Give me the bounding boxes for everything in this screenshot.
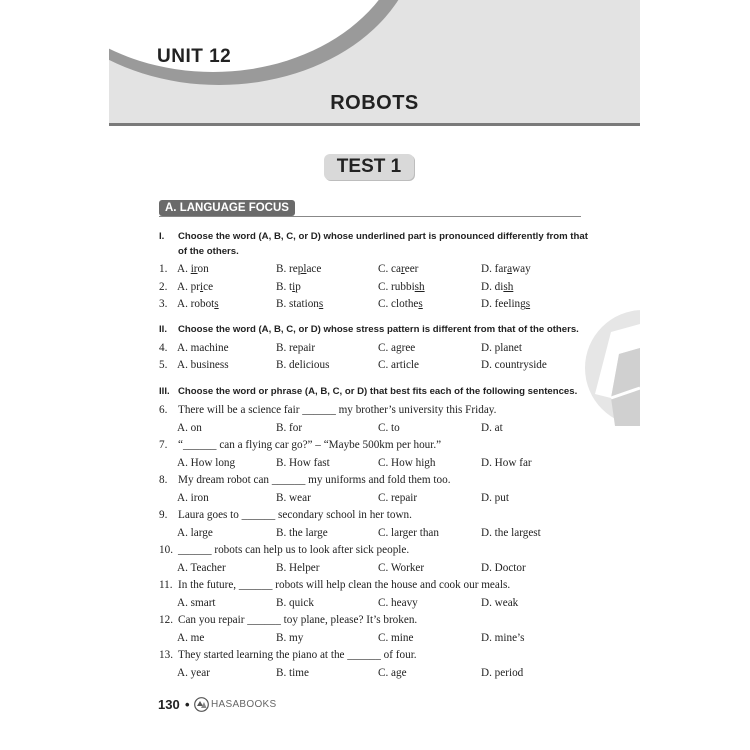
option-c[interactable]: C. larger than [378,526,439,539]
underlined-part: a [507,263,513,275]
word-start: A. pr [177,281,200,293]
option-b[interactable]: B. my [276,631,304,644]
instruction-text: Choose the word (A, B, C, or D) whose underlined part is pronounced differently from that of the others. [178,231,588,257]
underlined-part: s [318,298,324,310]
option-a[interactable]: A. on [177,421,202,434]
option-d[interactable] [481,298,530,310]
instruction-number: III. [159,386,170,397]
word-end: ace [306,263,322,275]
unit-label: UNIT 12 [157,46,232,67]
question-text: Laura goes to ______ secondary school in her town. [178,509,412,521]
option-c[interactable]: C. Worker [378,561,425,574]
underlined-part: pl [297,263,307,275]
word-start: C. ca [378,263,401,275]
question-number: 1. [159,263,168,275]
option-b[interactable] [276,281,301,293]
option-b[interactable]: B. delicious [276,359,330,371]
word-start: A. robot [177,298,215,310]
option-c[interactable]: C. to [378,421,400,434]
option-d[interactable]: D. put [481,491,509,504]
word-start: D. feeling [481,298,526,310]
option-c[interactable] [378,281,425,293]
publisher-logo-icon [194,697,209,712]
word-start: C. rubbi [378,281,415,293]
option-a[interactable]: A. Teacher [177,561,226,574]
option-d[interactable]: D. the largest [481,526,541,539]
option-b[interactable]: B. time [276,666,309,679]
question-number: 8. [159,474,168,486]
question-number: 11. [159,579,173,591]
publisher-name: HASABOOKS [211,699,277,710]
option-d[interactable]: D. period [481,666,524,679]
question-number: 3. [159,298,168,310]
option-c[interactable] [378,298,423,310]
question-text: ______ robots can help us to look after sick people. [178,544,410,556]
question-text: Can you repair ______ toy plane, please? It’s broken. [178,614,418,626]
question-number: 9. [159,509,168,521]
underlined-part: r [401,263,405,275]
underlined-part: i [200,281,204,293]
question-number: 4. [159,342,168,354]
underlined-part: s [418,298,423,310]
option-a[interactable] [177,298,219,310]
question-number: 6. [159,404,168,416]
word-start: A. [177,263,191,275]
question-number: 12. [159,614,173,626]
option-b[interactable]: B. for [276,421,303,434]
instruction-text: Choose the word or phrase (A, B, C, or D) that best fits each of the following sentences. [178,386,578,397]
option-b[interactable]: B. How fast [276,456,330,469]
option-c[interactable]: C. heavy [378,596,418,609]
option-a[interactable] [177,281,213,293]
underlined-part: sh [414,281,425,293]
option-a[interactable]: A. machine [177,342,229,354]
option-a[interactable] [177,263,209,275]
option-b[interactable]: B. repair [276,342,316,354]
option-d[interactable]: D. countryside [481,359,547,371]
option-d[interactable]: D. at [481,421,503,434]
question-text: In the future, ______ robots will help clean the house and cook our meals. [178,579,511,591]
option-d[interactable]: D. Doctor [481,561,526,574]
question-number: 2. [159,281,168,293]
header-rule [109,123,640,126]
instruction-number: II. [159,324,167,335]
question-number: 10. [159,544,173,556]
option-c[interactable]: C. repair [378,491,418,504]
word-end: on [197,263,209,275]
option-b[interactable] [276,263,321,275]
question-text: There will be a science fair ______ my brother’s university this Friday. [178,404,497,416]
word-start: D. di [481,281,504,293]
word-start: C. clothe [378,298,419,310]
option-a[interactable]: A. me [177,631,205,644]
section-heading: A. LANGUAGE FOCUS [159,200,295,216]
question-number: 13. [159,649,173,661]
instruction-number: I. [159,231,165,242]
footer-separator: • [185,697,190,712]
option-d[interactable] [481,263,531,275]
question-number: 5. [159,359,168,371]
word-start: B. station [276,298,319,310]
option-b[interactable]: B. wear [276,491,311,504]
underlined-part: i [292,281,296,293]
section-divider [159,216,581,217]
question-number: 7. [159,439,168,451]
option-d[interactable]: D. mine’s [481,631,525,644]
word-start: B. t [276,281,293,293]
option-d[interactable]: D. planet [481,342,523,354]
word-start: D. far [481,263,508,275]
option-c[interactable]: C. agree [378,342,416,354]
word-end: p [295,281,301,293]
option-a[interactable]: A. business [177,359,229,371]
page-edge-decoration [581,306,640,430]
underlined-part: s [214,298,219,310]
page-number: 130 [158,697,180,712]
option-c[interactable] [378,263,418,275]
chapter-title: ROBOTS [330,92,419,114]
option-a[interactable]: A. large [177,526,213,539]
question-text: My dream robot can ______ my uniforms and fold them too. [178,474,451,486]
option-c[interactable]: C. age [378,666,407,679]
option-a[interactable]: A. How long [177,456,236,469]
option-d[interactable] [481,281,513,293]
option-b[interactable]: B. Helper [276,561,320,574]
underlined-part: s [525,298,531,310]
option-c[interactable]: C. How high [378,456,436,469]
option-a[interactable]: A. smart [177,596,216,609]
word-end: eer [404,263,419,275]
option-a[interactable]: A. iron [177,491,209,504]
question-text: “______ can a flying car go?” – “Maybe 500km per hour.” [178,439,442,451]
option-d[interactable]: D. How far [481,456,532,469]
option-a[interactable]: A. year [177,666,210,679]
word-start: B. re [276,263,298,275]
question-text: They started learning the piano at the ______ of four. [178,649,417,661]
underlined-part: ir [190,263,198,275]
instruction-text: Choose the word (A, B, C, or D) whose stress pattern is different from that of the others. [178,324,579,335]
word-end: way [512,263,531,275]
underlined-part: sh [503,281,514,293]
option-b[interactable]: B. the large [276,526,328,539]
option-b[interactable] [276,298,323,310]
option-c[interactable]: C. mine [378,631,414,644]
word-end: ce [203,281,214,293]
option-d[interactable]: D. weak [481,596,519,609]
option-b[interactable]: B. quick [276,596,314,609]
option-c[interactable]: C. article [378,359,420,371]
test-title: TEST 1 [324,154,414,180]
